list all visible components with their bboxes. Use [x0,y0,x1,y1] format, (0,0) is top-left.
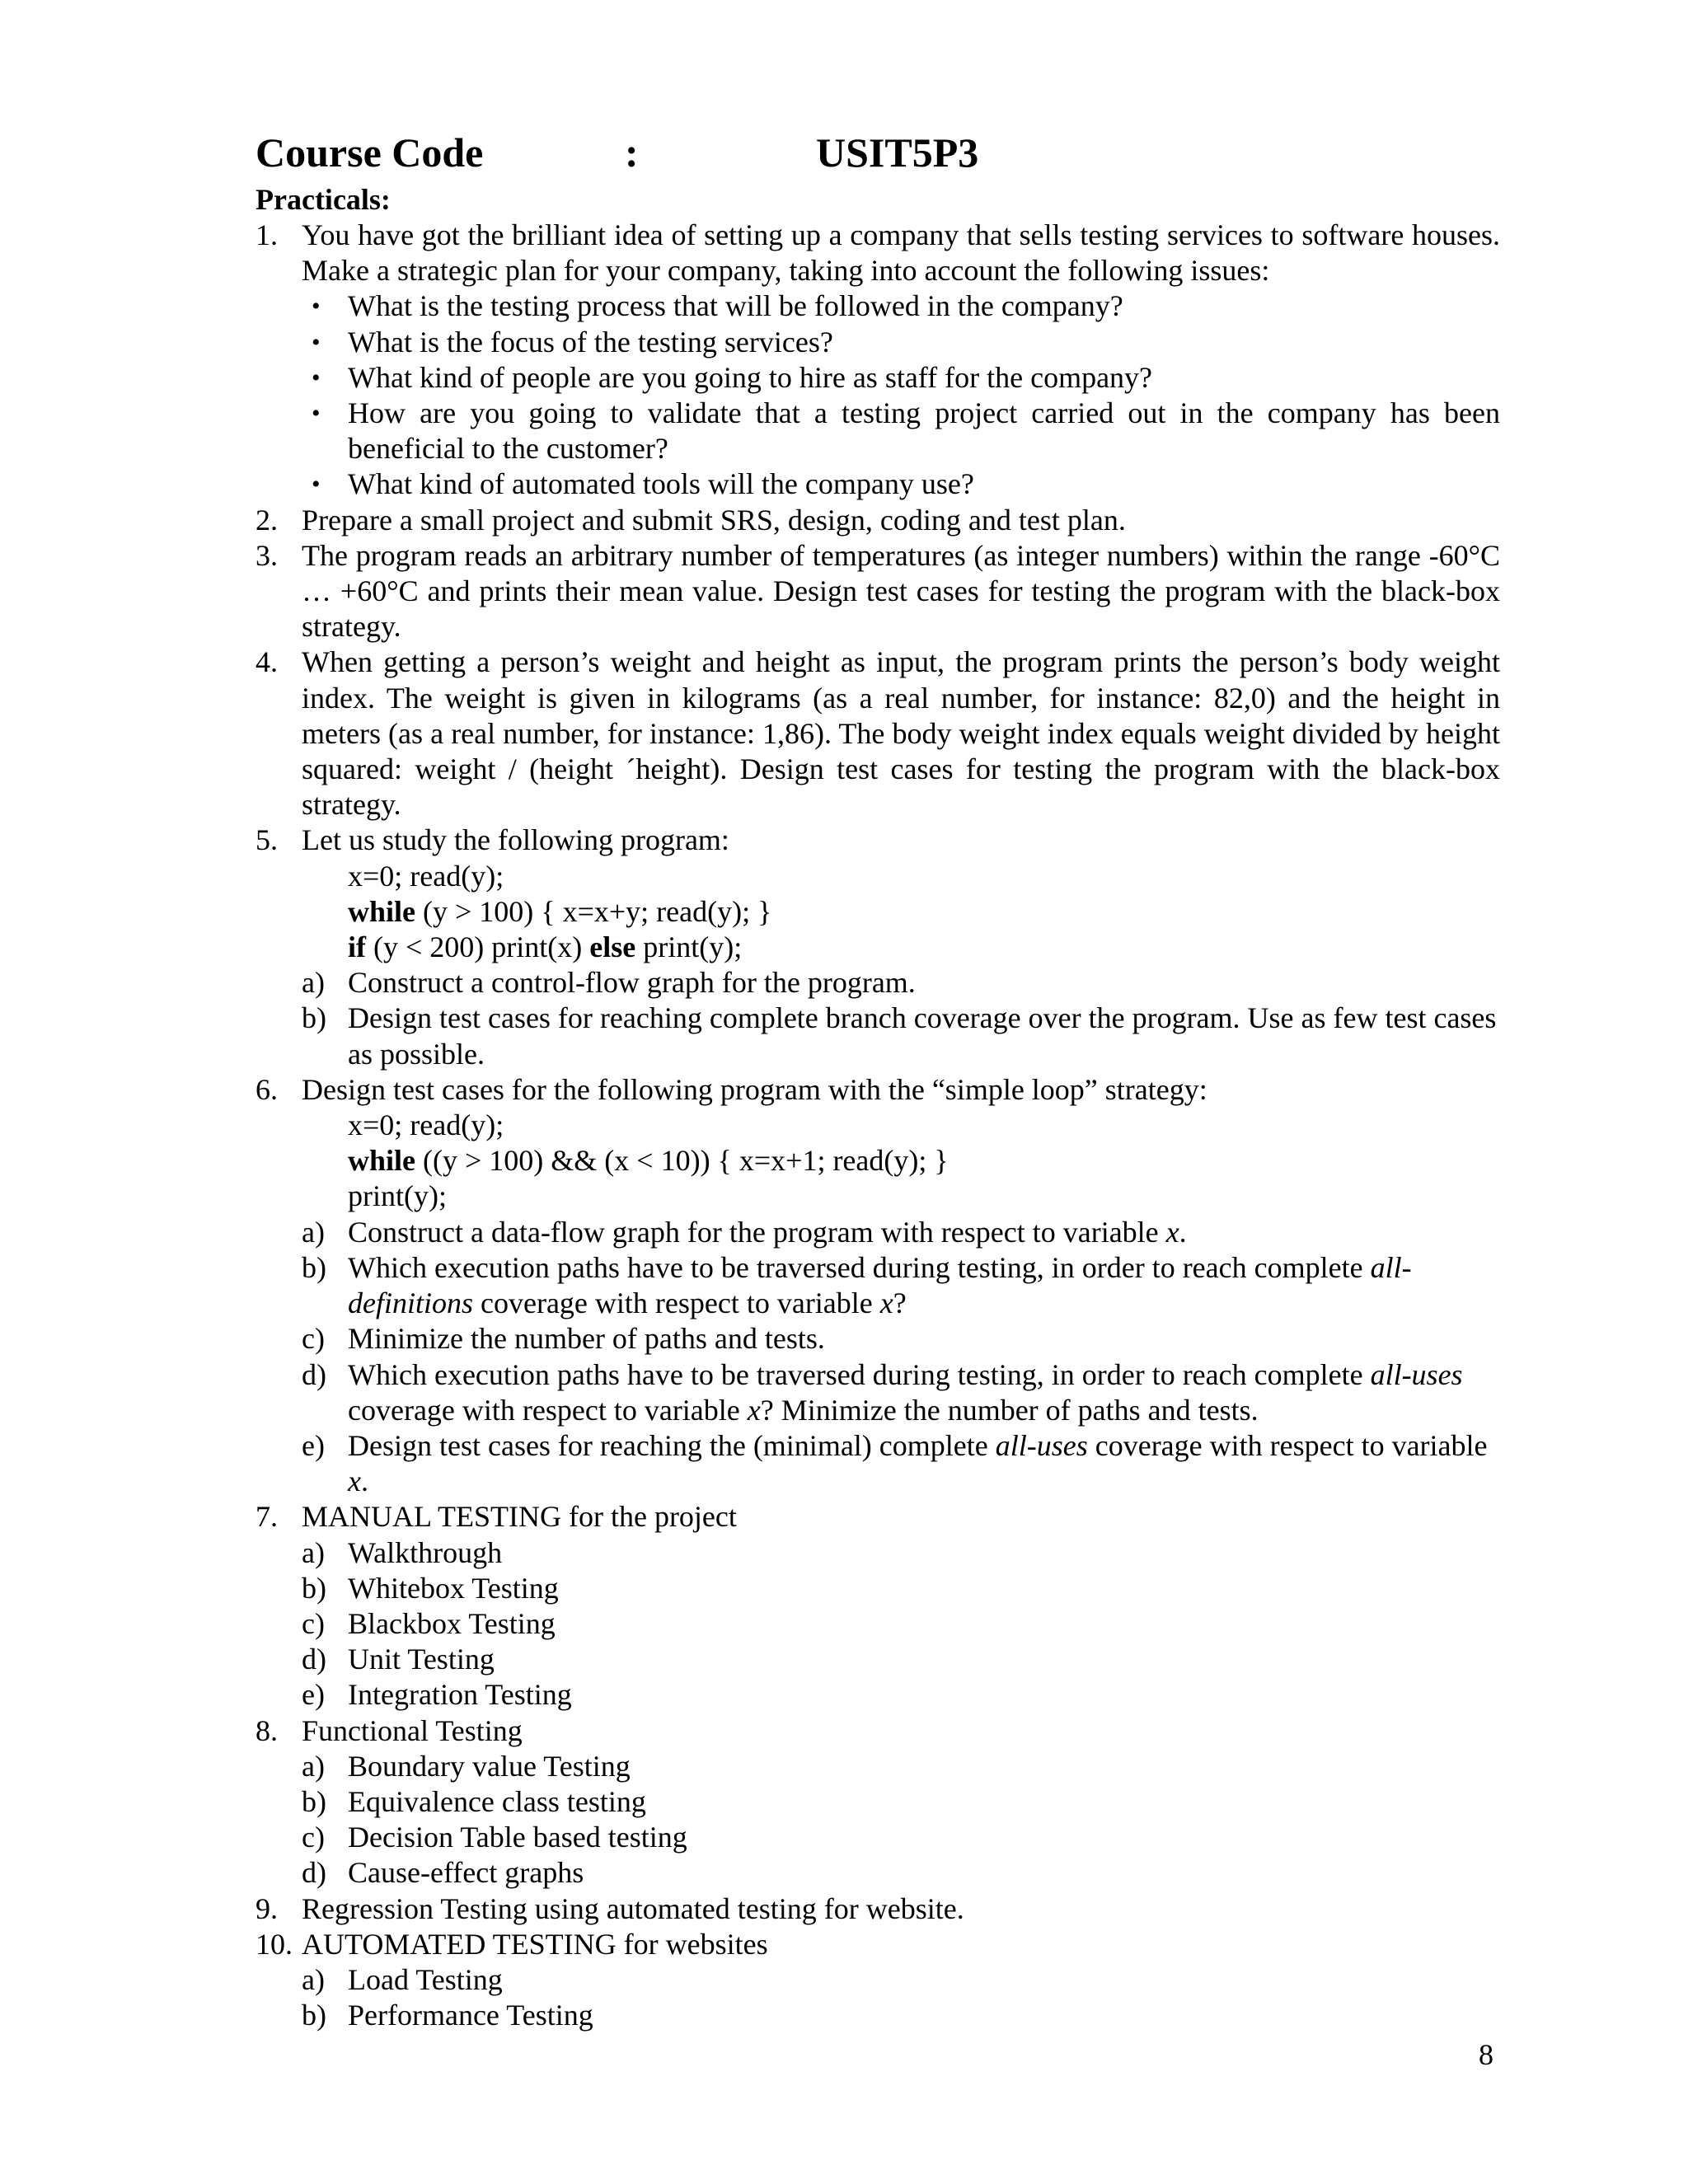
text: ? [893,1286,907,1320]
sub-item-label: c) [302,1821,325,1854]
sub-item [302,1784,1500,1820]
sub-item [302,1357,1500,1428]
bullet-item [302,396,1500,466]
sub-item [302,1535,1500,1571]
course-code-colon: : [625,129,639,176]
sub-item-label: b) [302,1001,326,1035]
bullet-text: What is the focus of the testing services? [348,325,833,359]
question-text: Design test cases for the following program with the “simple loop” strategy: [302,1072,1207,1106]
question-text: Functional Testing [302,1713,523,1747]
sub-item-label: a) [302,1215,325,1249]
sub-item-text: Equivalence class testing [348,1784,646,1818]
sub-item [302,1820,1500,1855]
text: ? Minimize the number of paths and tests. [760,1393,1259,1427]
sub-item [302,1250,1500,1321]
sub-item-label: b) [302,1999,326,2032]
variable: x [1165,1215,1179,1249]
question-5 [256,823,1500,858]
question-3 [256,538,1500,645]
bullet-text: What kind of people are you going to hire as staff for the company? [348,360,1153,394]
sub-item-text [348,1357,1500,1428]
text: Which execution paths have to be traversed during testing, in order to reach complete [348,1357,1371,1391]
course-code-label: Course Code [256,129,484,176]
question-number: 5. [256,823,278,857]
question-7 [256,1499,1500,1535]
bullet-text: What is the testing process that will be followed in the company? [348,289,1123,323]
sub-item [302,1677,1500,1713]
bullet-icon: • [312,400,321,428]
sub-item-text: Integration Testing [348,1678,572,1712]
sub-item-text [348,1215,1500,1250]
sub-item-label: d) [302,1357,326,1391]
bullet-icon: • [312,471,321,499]
sub-item-label: a) [302,966,325,1000]
page-number: 8 [1479,2038,1493,2071]
sub-item [302,1428,1500,1499]
course-code-value: USIT5P3 [816,129,979,176]
sub-item-text: Construct a control-flow graph for the program. [348,966,916,1000]
sub-item [302,1749,1500,1784]
keyword: while [348,1144,416,1178]
sub-item [302,1855,1500,1891]
sub-item [302,1321,1500,1357]
sub-item-label: b) [302,1784,326,1818]
keyword: else [589,930,636,964]
sub-item-label: b) [302,1571,326,1605]
text: coverage with respect to variable [348,1393,748,1427]
emphasis: all-uses [1370,1357,1463,1391]
bullet-icon: • [312,328,321,356]
code-text: print(y); [635,930,743,964]
document-page [256,124,1500,2033]
bullet-item [302,288,1500,324]
bullet-item [302,466,1500,502]
sub-item-text: Load Testing [348,1962,503,1996]
course-header [256,124,1500,181]
sub-item-text: Blackbox Testing [348,1606,556,1640]
bullet-text: How are you going to validate that a testing project carried out in the company has been beneficial to the customer? [348,396,1500,466]
sub-item-label: d) [302,1856,326,1890]
sub-item [302,1998,1500,2033]
sub-item [302,1215,1500,1250]
sub-item-text: Performance Testing [348,1999,593,2032]
question-text: AUTOMATED TESTING for websites [302,1927,768,1961]
sub-item-label: c) [302,1322,325,1356]
question-text: Regression Testing using automated testing for website. [302,1891,964,1925]
question-number: 10. [256,1927,293,1961]
sub-item-label: a) [302,1962,325,1996]
sub-item-label: c) [302,1606,325,1640]
code-text: ((y > 100) && (x < 10)) { x=x+1; read(y); } [415,1144,949,1178]
question-6 [256,1072,1500,1108]
code-line [348,1143,1500,1179]
sub-item-text: Walkthrough [348,1535,503,1569]
emphasis: all-definitions [348,1250,1412,1320]
sub-item-text: Boundary value Testing [348,1749,631,1783]
variable: x [879,1286,893,1320]
emphasis: all-uses [995,1428,1088,1462]
question-8 [256,1713,1500,1749]
sub-item [302,1606,1500,1642]
question-2 [256,503,1500,538]
bullet-icon: • [312,293,321,321]
sub-item [302,1001,1500,1071]
text: . [360,1465,368,1498]
sub-item [302,1962,1500,1998]
question-number: 1. [256,218,278,251]
question-text: When getting a person’s weight and height as input, the program prints the person’s body weight index. The weight is given in kilograms (as a real number, for instance: 82,0) and the height in meters (as a real number, for instance: 1,86). The body weight index equals weight divided by height squared: weight / (height ´height). Design test cases for testing the program with the black-box strategy. [302,645,1500,822]
question-number: 2. [256,503,278,537]
code-line: x=0; read(y); [348,859,504,893]
sub-item-text: Decision Table based testing [348,1821,687,1854]
sub-item-text: Cause-effect graphs [348,1856,584,1890]
sub-item-label: a) [302,1535,325,1569]
text: Construct a data-flow graph for the program with respect to variable [348,1215,1166,1249]
question-text: You have got the brilliant idea of setting up a company that sells testing services to software houses. Make a strategic plan for your company, taking into account the following issues: [302,218,1500,288]
code-line: x=0; read(y); [348,1108,504,1142]
keyword: while [348,894,416,928]
bullet-icon: • [312,363,321,391]
variable: x [348,1465,361,1498]
code-line: print(y); [348,1179,447,1213]
code-text: (y > 100) { x=x+y; read(y); } [415,894,772,928]
sub-item-text [348,1428,1500,1499]
question-number: 6. [256,1072,278,1106]
question-text: The program reads an arbitrary number of temperatures (as integer numbers) within the range -60°C … +60°C and prints their mean value. Design test cases for testing the program with the black-box strategy. [302,538,1500,644]
bullet-item [302,325,1500,360]
sub-item [302,1571,1500,1606]
code-text: (y < 200) print(x) [366,930,590,964]
sub-item [302,965,1500,1001]
variable: x [747,1393,761,1427]
question-10 [256,1927,1500,1962]
sub-item-text: Design test cases for reaching complete branch coverage over the program. Use as few test cases as possible. [348,1001,1497,1071]
text: Which execution paths have to be traversed during testing, in order to reach complete [348,1250,1371,1284]
sub-item [302,1642,1500,1677]
question-text: Prepare a small project and submit SRS, design, coding and test plan. [302,503,1126,537]
question-1 [256,218,1500,288]
sub-item-text: Whitebox Testing [348,1571,559,1605]
text: coverage with respect to variable [1087,1428,1488,1462]
sub-item-label: a) [302,1749,325,1783]
code-line [348,894,1500,930]
sub-item-label: e) [302,1428,325,1462]
question-9 [256,1891,1500,1927]
text: . [1179,1215,1187,1249]
sub-item-label: e) [302,1678,325,1712]
bullet-text: What kind of automated tools will the company use? [348,467,974,501]
sub-item-label: d) [302,1643,326,1676]
text: Design test cases for reaching the (minimal) complete [348,1428,996,1462]
text: coverage with respect to variable [473,1286,880,1320]
code-line [348,930,1500,965]
question-number: 4. [256,645,278,679]
bullet-item [302,360,1500,396]
question-number: 7. [256,1500,278,1534]
keyword: if [348,930,366,964]
question-number: 3. [256,538,278,572]
question-number: 8. [256,1713,278,1747]
question-text: Let us study the following program: [302,823,729,857]
sub-item-text: Minimize the number of paths and tests. [348,1322,825,1356]
question-4 [256,644,1500,823]
question-number: 9. [256,1891,278,1925]
question-text: MANUAL TESTING for the project [302,1500,737,1534]
sub-item-label: b) [302,1250,326,1284]
sub-item-text: Unit Testing [348,1643,495,1676]
sub-item-text [348,1250,1500,1321]
section-title: Practicals: [256,183,391,216]
